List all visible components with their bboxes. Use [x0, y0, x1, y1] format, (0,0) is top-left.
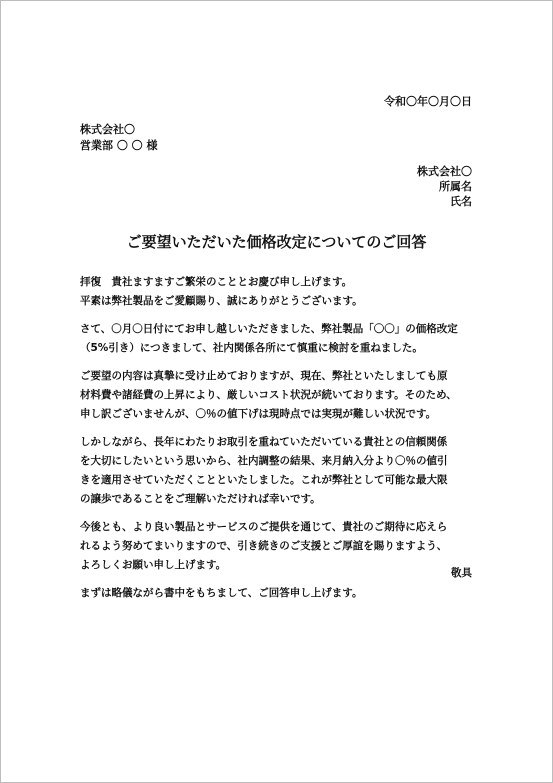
body-line: の譲歩であることをご理解いただければ幸いです。 — [80, 493, 321, 505]
paragraph-greeting — [80, 273, 478, 311]
body-line: ご要望の内容は真摯に受け止めておりますが、現在、弊社といたしましても原 — [80, 370, 448, 382]
recipient-company: 株式会社〇 — [80, 123, 135, 136]
body-line: まずは略儀ながら書中をもちまして、ご回答申し上げます。 — [80, 587, 363, 599]
paragraph-situation — [80, 367, 478, 424]
body-line: さて、〇月〇日付にてお申し越しいただきました、弊社製品「〇〇」の価格改定 — [80, 323, 458, 335]
paragraph-request — [80, 320, 478, 358]
letter-date: 令和〇年〇月〇日 — [384, 95, 472, 108]
paragraph-future — [80, 518, 478, 575]
body-line: 拝復 貴社ますますご繁栄のこととお慶び申し上げます。 — [80, 276, 353, 288]
body-line: 平素は弊社製品をご愛顧賜り、誠にありがとうございます。 — [80, 295, 363, 307]
closing-word: 敬具 — [451, 567, 472, 579]
recipient-block — [80, 122, 158, 154]
letter-title: ご要望いただいた価格改定についてのご回答 — [126, 233, 427, 251]
body-line: よろしくお願い申し上げます。 — [80, 559, 227, 571]
sender-department: 所属名 — [439, 180, 472, 193]
body-line: きを適用させていただくことといたしました。これが弊社として可能な最大限 — [80, 474, 448, 486]
body-line: （5%引き）につきまして、社内関係各所にて慎重に検討を重ねました。 — [80, 342, 423, 354]
body-line: れるよう努めてまいりますので、引き続きのご支援とご厚誼を賜りますよう、 — [80, 540, 448, 552]
body-line: 申し訳ございませんが、〇％の値下げは現時点では実現が難しい状況です。 — [80, 408, 437, 420]
letter-body — [80, 273, 478, 612]
recipient-department: 営業部 〇 〇 様 — [80, 139, 158, 152]
body-line: 今後とも、より良い製品とサービスのご提供を通じて、貴社のご期待に応えら — [80, 521, 448, 533]
sender-name: 氏名 — [450, 195, 472, 208]
body-line: 材料費や諸経費の上昇により、厳しいコスト状況が続いております。そのため、 — [80, 389, 457, 401]
body-line: を大切にしたいという思いから、社内調整の結果、来月納入分より〇％の値引 — [80, 455, 448, 467]
paragraph-offer — [80, 433, 478, 509]
paragraph-conclusion — [80, 584, 478, 603]
sender-block — [417, 164, 472, 209]
sender-company: 株式会社〇 — [417, 165, 472, 178]
body-line: しかしながら、長年にわたりお取引を重ねていただいている貴社との信頼関係 — [80, 436, 448, 448]
